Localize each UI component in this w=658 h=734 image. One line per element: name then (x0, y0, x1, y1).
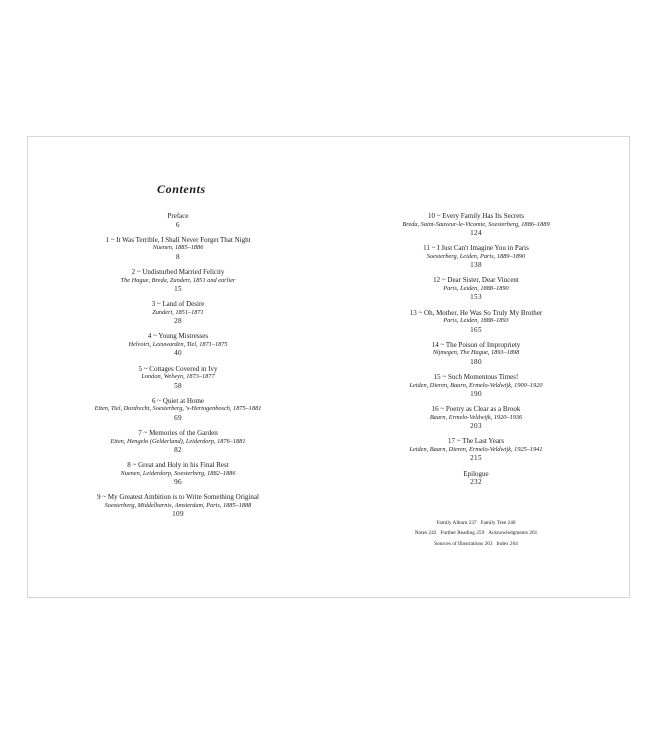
toc-entry-page-number: 96 (174, 478, 182, 487)
toc-entry-title: Preface (167, 212, 189, 220)
toc-entry-places: Etten, Hengelo (Gelderland), Leiderdorp, 1876–1881 (110, 437, 246, 445)
toc-entry-places: Leiden, Dieren, Baarn, Ermelo-Veldwijk, 1900–1920 (409, 381, 543, 389)
toc-entry-title: 1 ~ It Was Terrible, I Shall Never Forget That Night (105, 235, 251, 244)
toc-entry (88, 332, 268, 358)
toc-entry-places: Helvoirt, Leeuwarden, Tiel, 1871–1875 (128, 340, 228, 348)
toc-entry (376, 373, 576, 399)
back-matter-label: Family Album (436, 520, 468, 526)
toc-entry-page-number: 190 (470, 389, 482, 398)
toc-entry (376, 405, 576, 431)
toc-entry-page-number: 180 (470, 357, 482, 366)
toc-entry-page-number: 15 (174, 284, 182, 293)
back-matter-label: Acknowledgments (488, 530, 528, 537)
toc-entry-page-number: 109 (172, 510, 184, 519)
back-matter-page-number: 263 (484, 540, 493, 547)
toc-entry-page-number: 232 (470, 478, 482, 487)
toc-entry-title: 15 ~ Such Momentous Times! (433, 372, 519, 381)
back-matter-label: Further Reading (440, 530, 475, 537)
toc-entry (88, 429, 268, 455)
back-matter-label: Notes (414, 530, 428, 537)
toc-entry-title: 11 ~ I Just Can't Imagine You in Paris (423, 244, 529, 253)
toc-entry-page-number: 124 (470, 229, 482, 237)
toc-entry-title: 5 ~ Cottages Covered in Ivy (138, 364, 218, 373)
toc-entry-title: 2 ~ Undisturbed Married Felicity (131, 267, 225, 276)
toc-entry-places: Breda, Saint-Sauveur-le-Vicomte, Soesterberg, 1886–1889 (402, 220, 550, 228)
back-matter-page-number: 240 (507, 520, 516, 526)
toc-entry (88, 493, 268, 519)
toc-entry-title: 10 ~ Every Family Has Its Secrets (428, 212, 524, 220)
toc-entry-title: 4 ~ Young Mistresses (147, 332, 209, 341)
back-matter-line (376, 528, 576, 538)
back-matter-item (488, 530, 537, 536)
contents-right-column (376, 212, 576, 493)
toc-entry (376, 437, 576, 463)
toc-entry-title: 13 ~ Oh, Mother, He Was So Truly My Brother (409, 308, 543, 317)
toc-entry-page-number: 138 (470, 261, 482, 270)
toc-entry-title: 7 ~ Memories of the Garden (138, 428, 218, 437)
toc-entry (88, 300, 268, 326)
back-matter-item (440, 530, 484, 536)
back-matter-page-number: 261 (529, 530, 538, 537)
toc-entry (88, 461, 268, 487)
toc-entry (376, 309, 576, 335)
toc-entry-places: Leiden, Baarn, Dieren, Ermelo-Veldwijk, 1925–1941 (409, 445, 543, 453)
back-matter-line (376, 518, 576, 528)
toc-entry-title: 14 ~ The Poison of Impropriety (431, 340, 521, 349)
toc-entry-page-number: 203 (470, 422, 482, 431)
toc-entry (376, 276, 576, 302)
toc-entry-places: Nuenen, 1885–1886 (152, 244, 204, 252)
toc-entry-title: Epilogue (463, 469, 489, 478)
toc-entry-places: Soesterberg, Middelharnis, Amsterdam, Paris, 1885–1888 (104, 501, 252, 509)
toc-entry-places: Soesterberg, Leiden, Paris, 1889–1890 (426, 252, 526, 260)
back-matter-page-number: 237 (468, 520, 477, 526)
toc-entry-places: The Hague, Breda, Zundert, 1851 and earlier (120, 276, 236, 284)
back-matter-item (497, 541, 518, 547)
toc-entry-page-number: 215 (470, 454, 482, 463)
back-matter-item (434, 541, 492, 547)
toc-entry-title: 17 ~ The Last Years (448, 437, 504, 446)
toc-entry-title: 8 ~ Great and Holy in his Final Rest (127, 461, 229, 470)
toc-entry (88, 397, 268, 423)
toc-entry-page-number: 165 (470, 325, 482, 334)
back-matter-page-number: 259 (476, 530, 485, 537)
toc-entry-title: 16 ~ Poetry as Clear as a Brook (431, 405, 521, 414)
toc-entry (88, 212, 268, 229)
toc-entry (376, 470, 576, 487)
toc-entry (376, 341, 576, 367)
back-matter-page-number: 242 (428, 530, 437, 537)
back-matter-label: Family Tree (480, 520, 507, 526)
toc-entry-title: 6 ~ Quiet at Home (152, 396, 204, 405)
toc-entry-page-number: 153 (470, 293, 482, 302)
contents-left-column (88, 212, 268, 525)
toc-entry-title: 9 ~ My Greatest Ambition is to Write Something Original (97, 493, 259, 502)
toc-entry-page-number: 28 (174, 317, 182, 326)
toc-entry-places: London, Welwyn, 1873–1877 (141, 373, 215, 381)
back-matter-item (436, 520, 476, 526)
contents-heading: Contents (157, 182, 206, 196)
toc-entry-page-number: 69 (174, 413, 182, 422)
back-matter-item (481, 520, 516, 526)
back-matter-page-number: 264 (509, 540, 518, 547)
back-matter-label: Sources of Illustrations (434, 540, 484, 547)
toc-entry-places: Paris, Leiden, 1888–1890 (443, 284, 509, 292)
back-matter-list (376, 518, 576, 549)
toc-entry-page-number: 82 (174, 445, 182, 454)
back-matter-line (376, 539, 576, 549)
toc-entry (88, 268, 268, 294)
toc-entry-title: 12 ~ Dear Sister, Dear Vincent (433, 276, 519, 285)
back-matter-item (415, 530, 437, 536)
back-matter-label: Index (496, 540, 509, 547)
toc-entry-page-number: 40 (174, 349, 182, 358)
toc-entry (88, 365, 268, 391)
toc-entry (376, 244, 576, 270)
toc-entry-page-number: 8 (176, 252, 180, 261)
toc-entry (88, 236, 268, 262)
toc-entry-places: Zundert, 1851–1871 (152, 308, 204, 316)
toc-entry-places: Paris, Leiden, 1888–1893 (443, 317, 509, 325)
toc-entry-page-number: 6 (176, 220, 180, 229)
toc-entry (376, 212, 576, 238)
toc-entry-title: 3 ~ Land of Desire (151, 300, 205, 309)
toc-entry-places: Nijmegen, The Hague, 1893–1898 (432, 349, 520, 357)
toc-entry-places: Etten, Tiel, Dordrecht, Soesterberg, 's-Hertogenbosch, 1875–1881 (94, 405, 262, 413)
toc-entry-places: Nuenen, Leiderdorp, Soesterberg, 1882–1886 (120, 469, 236, 477)
toc-entry-places: Baarn, Ermelo-Veldwijk, 1920–1936 (429, 413, 523, 421)
toc-entry-page-number: 58 (174, 381, 182, 390)
